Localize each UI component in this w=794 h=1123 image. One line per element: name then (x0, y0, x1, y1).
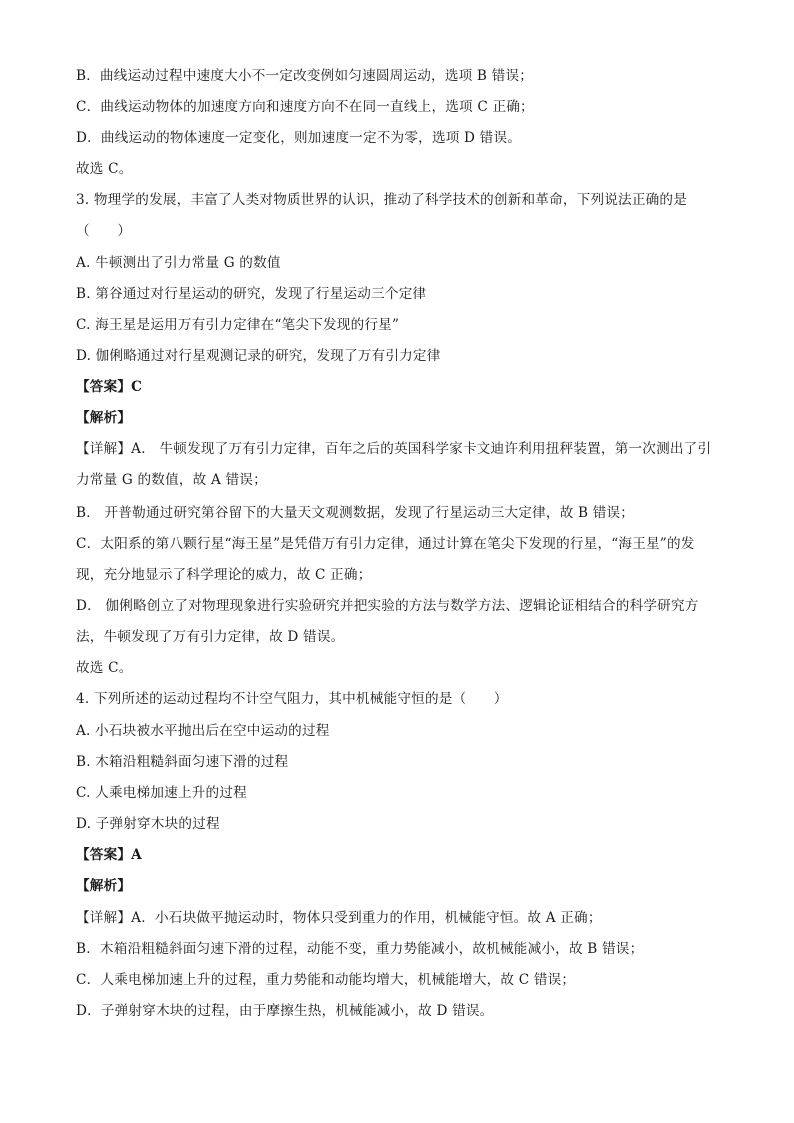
answer-label: 【答案】C (76, 379, 143, 395)
explanation-line: 力常量 G 的数值，故 A 错误； (76, 472, 267, 488)
text-line: D．曲线运动的物体速度一定变化，则加速度一定不为零，选项 D 错误。 (76, 130, 522, 146)
option-b: B. 第谷通过对行星运动的研究，发现了行星运动三个定律 (76, 286, 427, 302)
analysis-label: 【解析】 (76, 878, 132, 894)
option-a: A. 牛顿测出了引力常量 G 的数值 (76, 255, 281, 271)
question-4-stem: 4. 下列所述的运动过程均不计空气阻力，其中机械能守恒的是（ ） (76, 691, 508, 707)
option-d: D. 子弹射穿木块的过程 (76, 816, 220, 832)
question-3-stem: 3. 物理学的发展，丰富了人类对物质世界的认识，推动了科学技术的创新和革命，下列说法正确的是 (76, 192, 688, 208)
explanation-line: 【详解】A． 牛顿发现了万有引力定律，百年之后的英国科学家卡文迪许利用扭秤装置，第一次测出了引 (76, 441, 712, 457)
explanation-line: C．人乘电梯加速上升的过程，重力势能和动能均增大，机械能增大，故 C 错误； (76, 972, 576, 988)
option-a: A. 小石块被水平抛出后在空中运动的过程 (76, 723, 330, 739)
option-c: C. 人乘电梯加速上升的过程 (76, 785, 247, 801)
text-line: 故选 C。 (76, 660, 133, 676)
explanation-line: B．木箱沿粗糙斜面匀速下滑的过程，动能不变，重力势能减小，故机械能减小，故 B 错误； (76, 941, 644, 957)
answer-brackets: （ ） (76, 223, 132, 239)
explanation-line: 法，牛顿发现了万有引力定律，故 D 错误。 (76, 629, 345, 645)
analysis-label: 【解析】 (76, 410, 132, 426)
answer-label: 【答案】A (76, 847, 142, 863)
explanation-line: D． 伽俐略创立了对物理现象进行实验研究并把实验的方法与数学方法、逻辑论证相结合的科学研究方 (76, 598, 699, 614)
explanation-line: B． 开普勒通过研究第谷留下的大量天文观测数据，发现了行星运动三大定律，故 B 错误； (76, 505, 635, 521)
option-b: B. 木箱沿粗糙斜面匀速下滑的过程 (76, 754, 289, 770)
text-line: B．曲线运动过程中速度大小不一定改变例如匀速圆周运动，选项 B 错误； (76, 68, 534, 84)
explanation-line: 【详解】A．小石块做平抛运动时，物体只受到重力的作用，机械能守恒。故 A 正确； (76, 910, 602, 926)
option-c: C. 海王星是运用万有引力定律在“笔尖下发现的行星” (76, 317, 400, 333)
option-d: D. 伽俐略通过对行星观测记录的研究，发现了万有引力定律 (76, 348, 441, 364)
text-line: C．曲线运动物体的加速度方向和速度方向不在同一直线上，选项 C 正确； (76, 99, 534, 115)
text-line: 故选 C。 (76, 161, 133, 177)
explanation-line: D．子弹射穿木块的过程，由于摩擦生热，机械能减小，故 D 错误。 (76, 1003, 494, 1019)
explanation-line: 现，充分地显示了科学理论的威力，故 C 正确； (76, 567, 372, 583)
explanation-line: C．太阳系的第八颗行星“海王星”是凭借万有引力定律，通过计算在笔尖下发现的行星，“海王星”的发 (76, 536, 695, 552)
